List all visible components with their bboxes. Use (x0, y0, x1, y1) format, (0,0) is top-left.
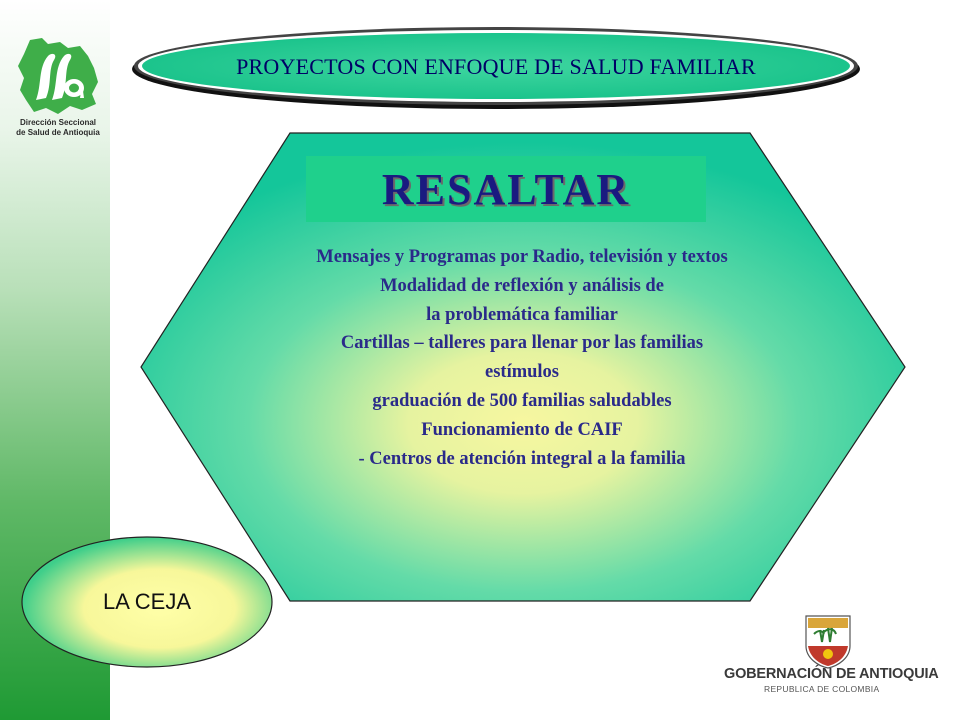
logo-text-line1: Dirección Seccional (19, 118, 97, 127)
hexagon-line: Funcionamiento de CAIF (421, 419, 623, 440)
logo-text-line2: de Salud de Antioquia (16, 128, 100, 137)
hexagon-line: la problemática familiar (426, 304, 618, 325)
hexagon-line: Modalidad de reflexión y análisis de (380, 275, 664, 296)
resaltar-heading-box (306, 156, 706, 222)
resaltar-heading: RESALTAR (381, 164, 631, 214)
gobernacion-name: GOBERNACIÓN DE ANTIOQUIA (724, 666, 939, 682)
hexagon-line: estímulos (485, 362, 559, 383)
antioquia-map-icon (8, 34, 108, 118)
hexagon-line: - Centros de atención integral a la familia (358, 448, 686, 469)
location-badge (20, 535, 274, 669)
hexagon-line: Cartillas – talleres para llenar por las familias (340, 333, 704, 354)
hexagon-line: Mensajes y Programas por Radio, televisión y textos (316, 247, 728, 267)
hexagon-line: graduación de 500 familias saludables (372, 390, 672, 411)
hexagon-text-block (230, 243, 814, 473)
title-banner (128, 22, 864, 112)
ssa-logo (8, 34, 108, 144)
gobernacion-subtitle: REPUBLICA DE COLOMBIA (764, 684, 880, 694)
page-title: PROYECTOS CON ENFOQUE DE SALUD FAMILIAR (236, 54, 756, 79)
location-label: LA CEJA (102, 589, 192, 614)
coat-of-arms-icon (806, 616, 850, 668)
